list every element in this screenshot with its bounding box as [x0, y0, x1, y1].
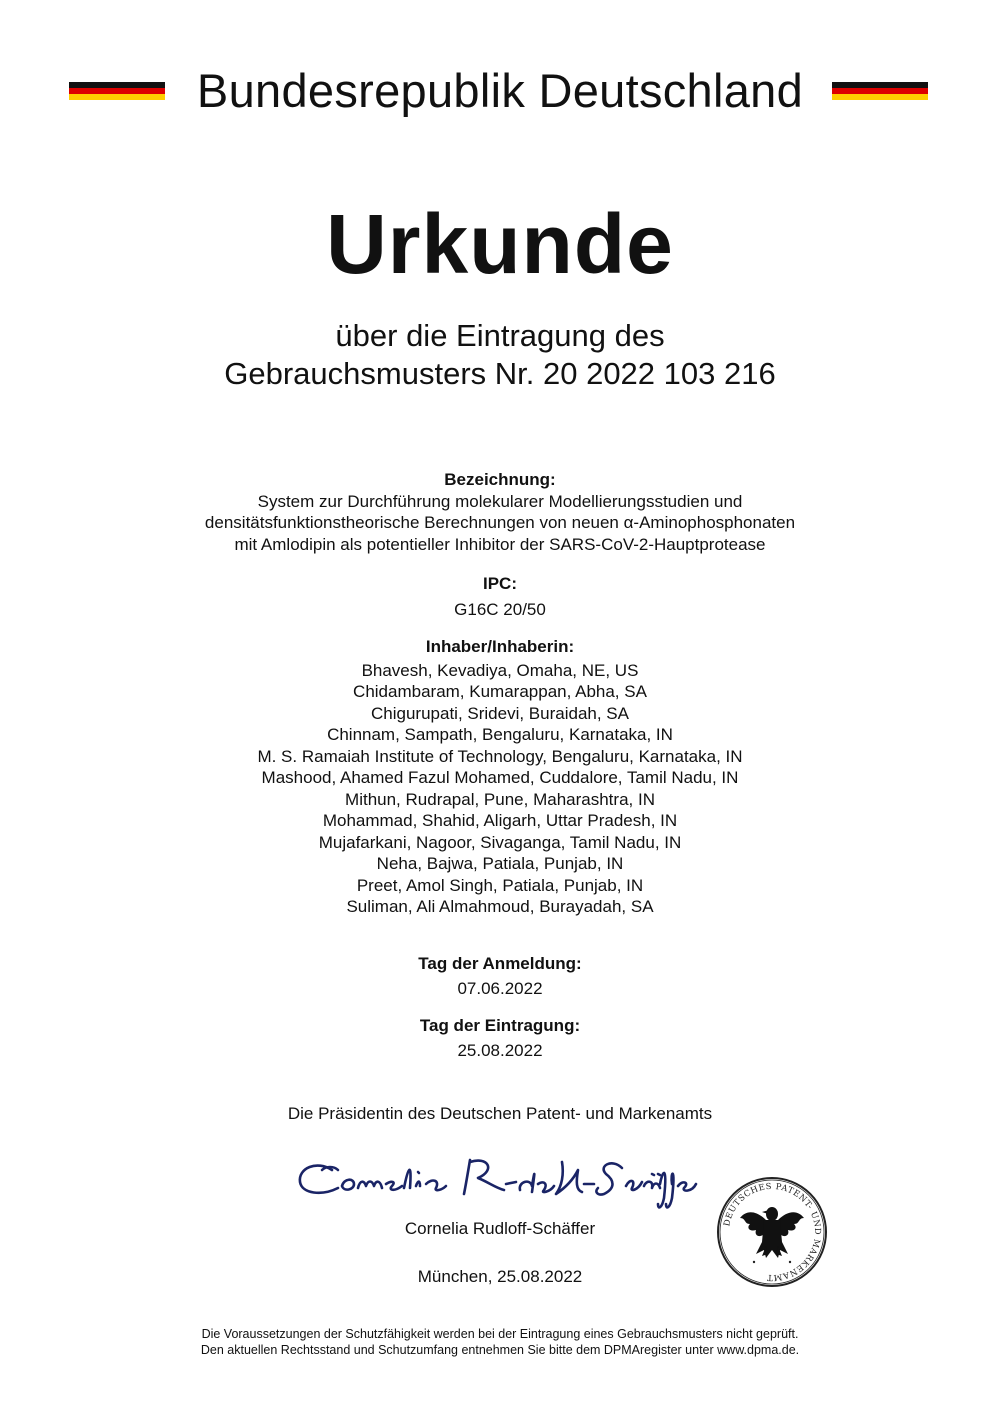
- filing-section: [0, 953, 1000, 999]
- holder-entry: Mohammad, Shahid, Aligarh, Uttar Pradesh, IN: [322, 811, 678, 830]
- holders-list: [0, 660, 1000, 918]
- holder-entry: Mujafarkani, Nagoor, Sivaganga, Tamil Nadu, IN: [318, 832, 682, 852]
- president-line: Die Präsidentin des Deutschen Patent- und Markenamts: [287, 1104, 713, 1123]
- holder-entry: Neha, Bajwa, Patiala, Punjab, IN: [376, 854, 624, 873]
- signature-icon: [292, 1148, 702, 1218]
- designation-line: densitätsfunktionstheorische Berechnungen von neuen α-Aminophosphonaten: [204, 513, 796, 532]
- signer-name: Cornelia Rudloff-Schäffer: [404, 1219, 596, 1238]
- filing-date: 07.06.2022: [457, 978, 543, 998]
- designation-line: mit Amlodipin als potentieller Inhibitor der SARS-CoV-2-Hauptprotease: [234, 534, 766, 554]
- place-date: München, 25.08.2022: [417, 1267, 583, 1286]
- holders-label: Inhaber/Inhaberin:: [425, 637, 575, 656]
- holder-entry: Preet, Amol Singh, Patiala, Punjab, IN: [356, 875, 644, 895]
- ipc-value: G16C 20/50: [454, 599, 546, 619]
- registration-date: 25.08.2022: [457, 1040, 543, 1060]
- holder-entry: Mashood, Ahamed Fazul Mohamed, Cuddalore, Tamil Nadu, IN: [261, 768, 739, 787]
- country-title: Bundesrepublik Deutschland: [196, 64, 804, 117]
- footer-line: Den aktuellen Rechtsstand und Schutzumfang entnehmen Sie bitte dem DPMAregister unter www.dpma.de.: [200, 1343, 800, 1357]
- footer-note: [0, 1326, 1000, 1358]
- holder-entry: Chinnam, Sampath, Bengaluru, Karnataka, IN: [327, 725, 673, 744]
- certificate-subtitle-line2: Gebrauchsmusters Nr. 20 2022 103 216: [224, 356, 776, 391]
- holder-entry: M. S. Ramaiah Institute of Technology, Bengaluru, Karnataka, IN: [257, 746, 743, 766]
- holder-entry: Suliman, Ali Almahmoud, Burayadah, SA: [346, 897, 654, 916]
- registration-label: Tag der Eintragung:: [419, 1016, 581, 1035]
- footer-line: Die Voraussetzungen der Schutzfähigkeit werden bei der Eintragung eines Gebrauchsmusters nicht geprüft.: [201, 1327, 799, 1341]
- designation-label: Bezeichnung:: [444, 470, 556, 489]
- designation-line: System zur Durchführung molekularer Modellierungsstudien und: [257, 491, 743, 511]
- ipc-label: IPC:: [483, 574, 517, 593]
- german-flag-right-icon: [832, 82, 928, 100]
- certificate-subtitle-line1: über die Eintragung des: [335, 318, 665, 353]
- federal-eagle-seal-icon: [716, 1176, 828, 1288]
- filing-label: Tag der Anmeldung:: [418, 954, 582, 973]
- svg-text:DEUTSCHES PATENT- UND MARKENAM: DEUTSCHES PATENT- UND MARKENAMT: [721, 1180, 824, 1284]
- holder-entry: Mithun, Rudrapal, Pune, Maharashtra, IN: [345, 789, 655, 809]
- certificate-title: Urkunde: [326, 197, 674, 291]
- holder-entry: Bhavesh, Kevadiya, Omaha, NE, US: [361, 660, 639, 680]
- holder-entry: Chidambaram, Kumarappan, Abha, SA: [353, 682, 647, 701]
- ipc-section: [0, 573, 1000, 620]
- registration-section: [0, 1015, 1000, 1061]
- designation-section: [0, 469, 1000, 555]
- holders-section: [0, 636, 1000, 918]
- holder-entry: Chigurupati, Sridevi, Buraidah, SA: [371, 703, 629, 723]
